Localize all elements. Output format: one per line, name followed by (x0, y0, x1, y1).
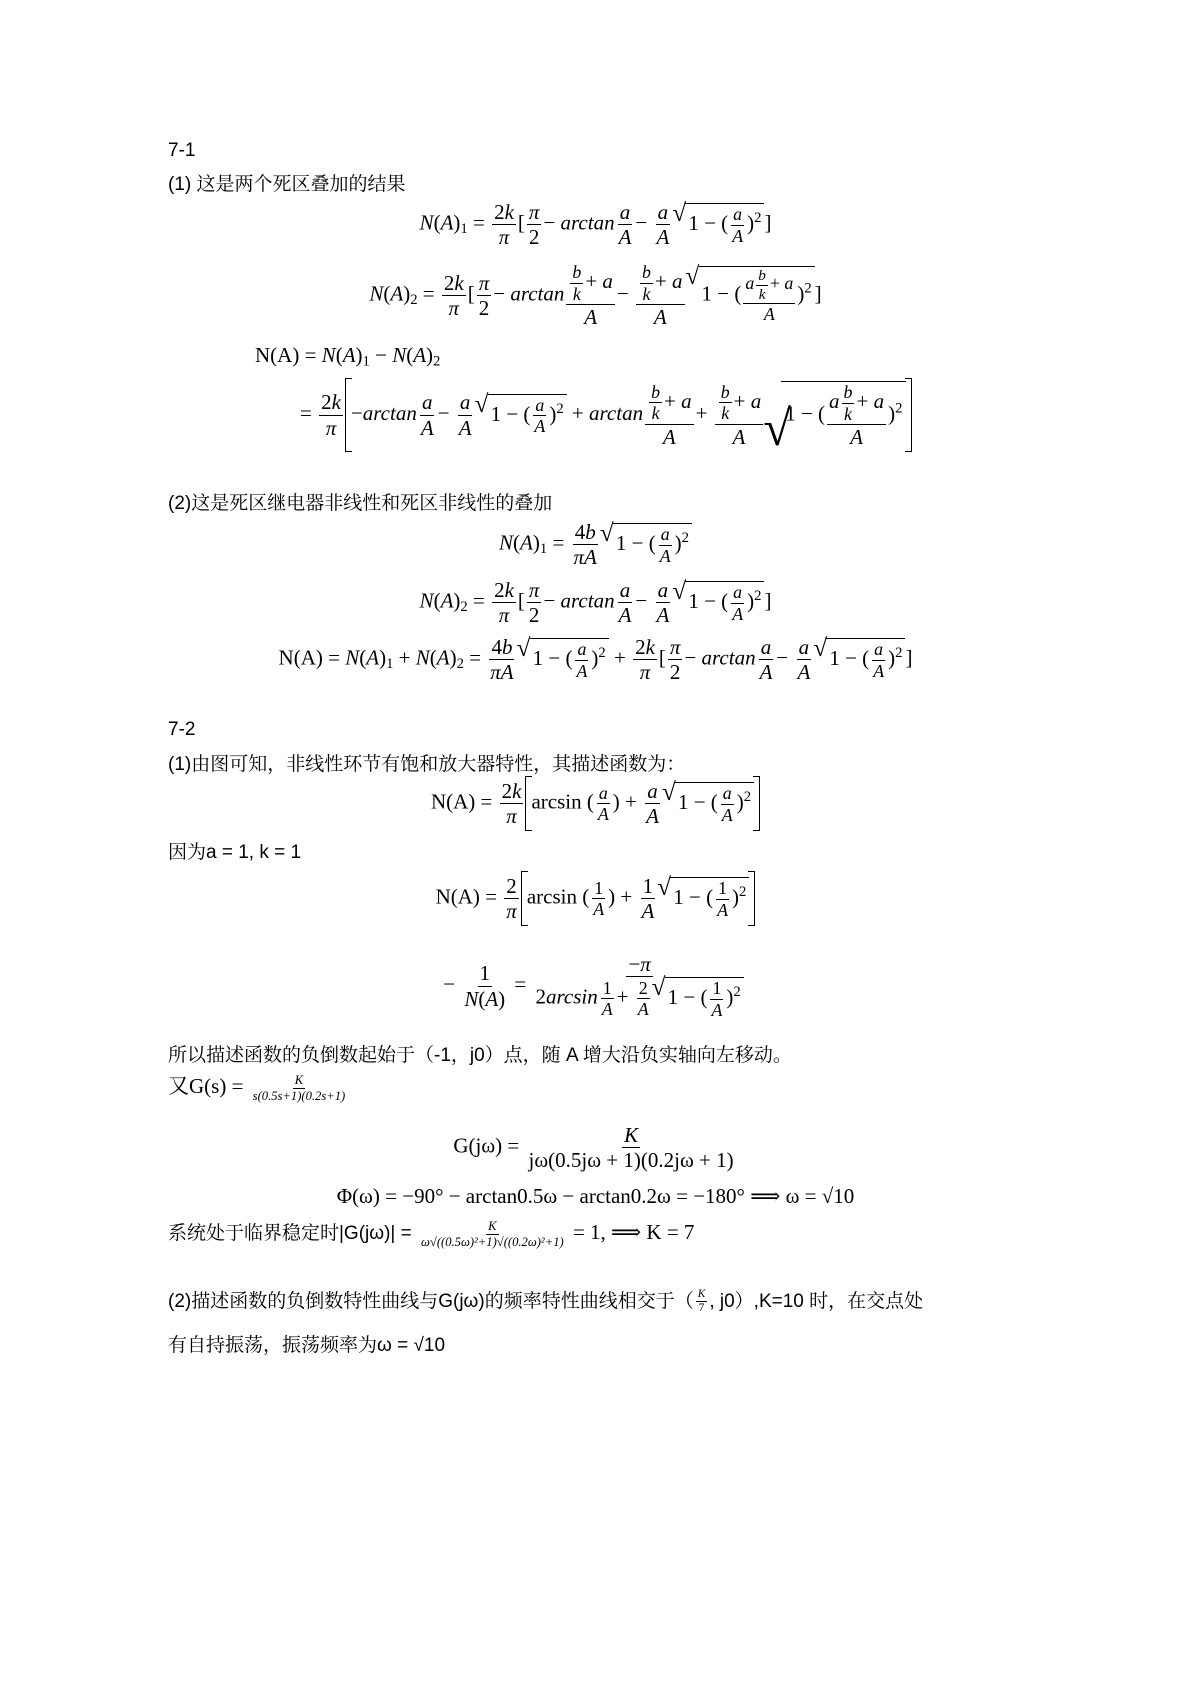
section-number-7-1: 7-1 (168, 140, 196, 161)
equation-gjw (0, 1123, 1191, 1172)
gjw-denominator: jω(0.5jω + 1)(0.2jω + 1) (528, 1148, 734, 1173)
equation-saturation-na-sub: N(A) = $\frac{2}{\pi}$ arcsin ( $\frac{1}{A}$ ) + $\frac{1}{A}$ √ 1 − ( $\frac{1}{A}$ )$^2$ (0, 871, 1191, 926)
equation-phase: Φ(ω) = −90° − arctan0.5ω − arctan0.2ω = −180° ⟹ ω = √10 (336, 1184, 855, 1208)
given-values: 因为a = 1, k = 1 (168, 842, 302, 863)
paragraph-7-1-1: (1) 这是两个死区叠加的结果 (168, 174, 406, 195)
paragraph-7-2-2-end: 有自持振荡，振荡频率为ω = √10 (168, 1335, 446, 1356)
equation-relay-na2: $N(A)_2$ = $\frac{2k}{\pi}$ [ $\frac{\pi}{2}$ − arctan $\frac{a}{A}$ − $\frac{a}{A}$ √ 1 − ( $\frac{a}{A}$ )$^2$ ] (0, 578, 1191, 627)
equation-na1-deadzone: $N(A)_1$ = $\frac{2k}{\pi}$ [ $\frac{\pi}{2}$ − arctan $\frac{a}{A}$ − $\frac{a}{A}$ √ 1 − ( $\frac{a}{A}$ )$^2$ ] (0, 200, 1191, 249)
intersect-numerator: K (696, 1288, 708, 1302)
equation-relay-na-sum: $N(A) = N(A)_1 + N(A)_2$ = $\frac{4b}{\pi A}$ √ 1 − ( $\frac{a}{A}$ )$^2$ + $\frac{2k}{\pi}$ [ $\frac{\pi}{2}$ − arctan $\frac{a}{A}$ − $\frac{a}{A}$ √ 1 − ( $\frac{a}{A}$ )$^2$ ] (0, 635, 1191, 684)
paragraph-start-point: 所以描述函数的负倒数起始于（-1，j0）点，随 A 增大沿负实轴向左移动。 (168, 1045, 792, 1066)
critical-suffix: = 1, ⟹ K = 7 (567, 1220, 695, 1244)
paragraph-7-2-1: (1)由图可知，非线性环节有饱和放大器特性，其描述函数为： (168, 754, 686, 775)
equation-na-difference: $N(A) = N(A)_1 - N(A)_2$ (255, 343, 441, 370)
gs-denominator: s(0.5s+1)(0.2s+1) (252, 1088, 346, 1103)
gs-prefix: 又G(s) = (168, 1074, 249, 1098)
gs-numerator: K (294, 1073, 304, 1088)
paragraph-7-2-2 (168, 1286, 923, 1316)
section-number-7-2: 7-2 (168, 719, 196, 740)
critical-numerator: K (488, 1219, 497, 1234)
equation-negative-reciprocal: − $\frac{1}{N(A)}$ = −π 2arcsin $\frac{1}{A}$ + $\frac{2}{A}$ √ 1 − ( $\frac{1}{A}$ )$^2$ (0, 952, 1191, 1020)
equation-gs (168, 1070, 349, 1103)
paragraph-7-2-2-mid: , j0）,K=10 时，在交点处 (709, 1291, 924, 1312)
equation-critical-gain (168, 1218, 694, 1249)
gjw-lhs: G(jω) = (453, 1133, 525, 1158)
paragraph-7-1-2: (2)这是死区继电器非线性和死区非线性的叠加 (168, 493, 553, 514)
gjw-numerator: K (624, 1123, 639, 1147)
intersect-denominator: 7 (698, 1302, 705, 1315)
critical-denominator: ω√((0.5ω)²+1)√((0.2ω)²+1) (421, 1234, 564, 1249)
critical-prefix: 系统处于临界稳定时|G(jω)| = (168, 1223, 418, 1244)
equation-saturation-na: N(A) = $\frac{2k}{\pi}$ arcsin ( $\frac{a}{A}$ ) + $\frac{a}{A}$ √ 1 − ( $\frac{a}{A}$ )$^2$ (0, 776, 1191, 831)
equation-na2-deadzone: $N(A)_2$ = $\frac{2k}{\pi}$ [ $\frac{\pi}{2}$ − arctan $\frac{b}{k}$ + a A − $\frac{b}{k}$ + a A √ 1 − ( a $\frac{b}{k}$ + a A )$^2$ ] (0, 262, 1191, 329)
equation-na-combined: = $\frac{2k}{\pi}$ −arctan $\frac{a}{A}$ − $\frac{a}{A}$ √ 1 − ( $\frac{a}{A}$ )$^2$ + arctan $\frac{b}{k}$ + a A + $\frac{b}{k}$ + a A √ 1 − ( a $\frac{b}{k}$ + a A )$^2$ (300, 378, 912, 452)
equation-relay-na1: $N(A)_1$ = $\frac{4b}{\pi A}$ √ 1 − ( $\frac{a}{A}$ )$^2$ (0, 520, 1191, 569)
paragraph-7-2-2-start: (2)描述函数的负倒数特性曲线与G(jω)的频率特性曲线相交于（ (168, 1291, 694, 1312)
